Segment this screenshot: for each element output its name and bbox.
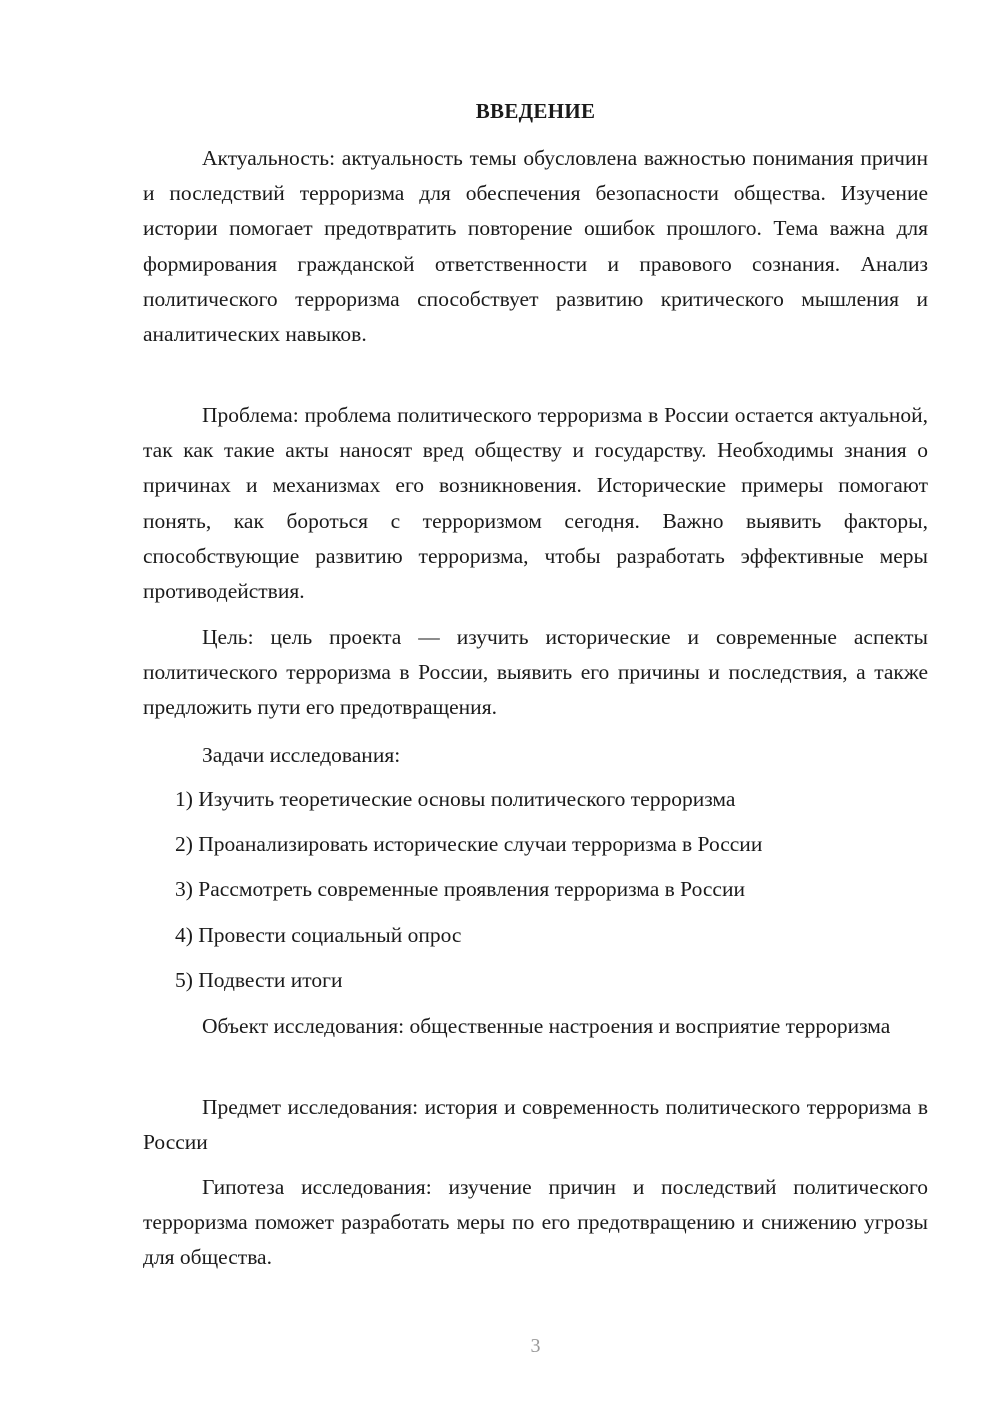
list-item: 5) Подвести итоги bbox=[175, 968, 343, 992]
list-item: 2) Проанализировать исторические случаи терроризма в России bbox=[175, 832, 763, 856]
tasks-heading: Задачи исследования: bbox=[202, 743, 401, 767]
paragraph-object: Объект исследования: общественные настроения и восприятие терроризма bbox=[202, 1014, 891, 1038]
paragraph-subject: Предмет исследования: история и современность политического терроризма в России bbox=[143, 1095, 928, 1155]
paragraph-hypothesis: Гипотеза исследования: изучение причин и последствий политического терроризма поможет разработать меры по его предотвращению и снижению угрозы для общества. bbox=[143, 1175, 928, 1270]
page-number: 3 bbox=[530, 1335, 541, 1357]
paragraph-problem: Проблема: проблема политического терроризма в России остается актуальной, так как такие акты наносят вред обществу и государству. Необходимы знания о причинах и механизмах его возникновения. Исторические примеры помогают понять, как бороться с терроризмом сегодня. Важно выявить факторы, способствующие развитию терроризма, чтобы разработать эффективные меры противодействия. bbox=[143, 403, 928, 604]
list-item: 3) Рассмотреть современные проявления терроризма в России bbox=[175, 877, 745, 901]
paragraph-relevance: Актуальность: актуальность темы обусловлена важностью понимания причин и последствий терроризма для обеспечения безопасности общества. Изучение истории помогает предотвратить повторение ошибок прошлого. Тема важна для формирования гражданской ответственности и правового сознания. Анализ политического терроризма способствует развитию критического мышления и аналитических навыков. bbox=[143, 146, 928, 347]
list-item: 4) Провести социальный опрос bbox=[175, 923, 462, 947]
page-title: ВВЕДЕНИЕ bbox=[475, 99, 596, 123]
list-item: 1) Изучить теоретические основы политического терроризма bbox=[175, 787, 736, 811]
paragraph-goal: Цель: цель проекта — изучить исторические и современные аспекты политического терроризма в России, выявить его причины и последствия, а также предложить пути его предотвращения. bbox=[143, 625, 928, 720]
